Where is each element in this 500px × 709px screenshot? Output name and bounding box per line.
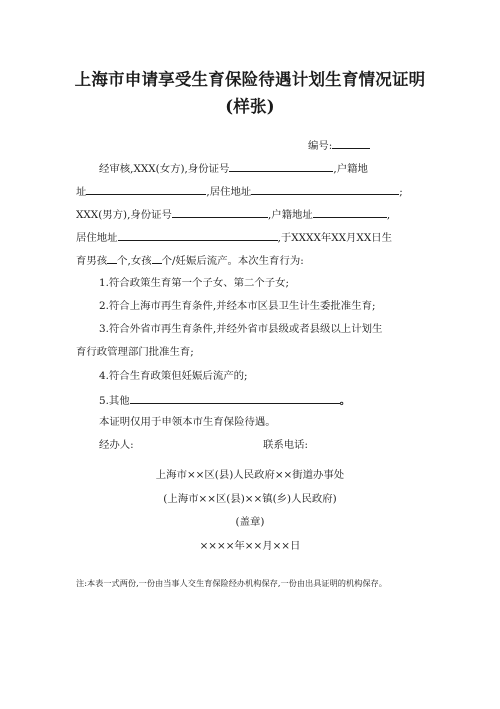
footnote: 注:本表一式两份,一份由当事人交生育保险经办机构保存,一份由出具证明的机构保存。 [76, 578, 387, 588]
issue-date: ××××年××月××日 [199, 540, 301, 552]
item-3-line-1: 3.符合外省市再生育条件,并经外省市县级或者县级以上计划生 [99, 323, 383, 335]
item-3-line-2: 育行政管理部门批准生育; [76, 346, 194, 358]
document-subtitle: (样张) [225, 97, 275, 116]
item-5: 5.其他 。 [99, 392, 350, 408]
usage-statement: 本证明仅用于申领本市生育保险待遇。 [99, 416, 276, 428]
item-2: 2.符合上海市再生育条件,并经本市区县卫生计生委批准生育; [99, 300, 376, 312]
other-reason-blank [130, 392, 340, 404]
serial-number-blank [332, 137, 370, 149]
issuing-office-line-1: 上海市××区(县)人民政府××街道办事处 [155, 469, 345, 481]
residence-address-blank-female [251, 183, 399, 195]
handler-label: 经办人: [99, 439, 134, 451]
seal-note: (盖章) [235, 516, 265, 528]
contact-phone-label: 联系电话: [263, 439, 309, 451]
household-address-blank-female [86, 183, 206, 195]
serial-number-field [308, 137, 370, 153]
residence-address-blank-male [118, 229, 278, 241]
paragraph-line-2: 址 ,居住地址 ; [76, 183, 403, 199]
paragraph-line-1: 经审核,XXX(女方),身份证号 ,户籍地 [99, 160, 368, 176]
id-number-blank-female [229, 160, 333, 172]
document-title: 上海市申请享受生育保险待遇计划生育情况证明 [74, 70, 426, 89]
issuing-office-line-2: (上海市××区(县)××镇(乡)人民政府) [163, 493, 337, 505]
paragraph-line-5: 育男孩 个,女孩 个/妊娠后流产。本次生育行为: [76, 252, 304, 268]
paragraph-line-3: XXX(男方),身份证号 ,户籍地址 , [76, 206, 390, 222]
item-1: 1.符合政策生育第一个子女、第二个子女; [99, 277, 290, 289]
paragraph-line-4: 居住地址 ,于XXXX年XX月XX日生 [76, 229, 392, 245]
item-4: 4.符合生育政策但妊娠后流产的; [99, 370, 248, 382]
household-address-blank-male [313, 206, 387, 218]
id-number-blank-male [172, 206, 268, 218]
serial-number-label: 编号: [308, 140, 333, 152]
